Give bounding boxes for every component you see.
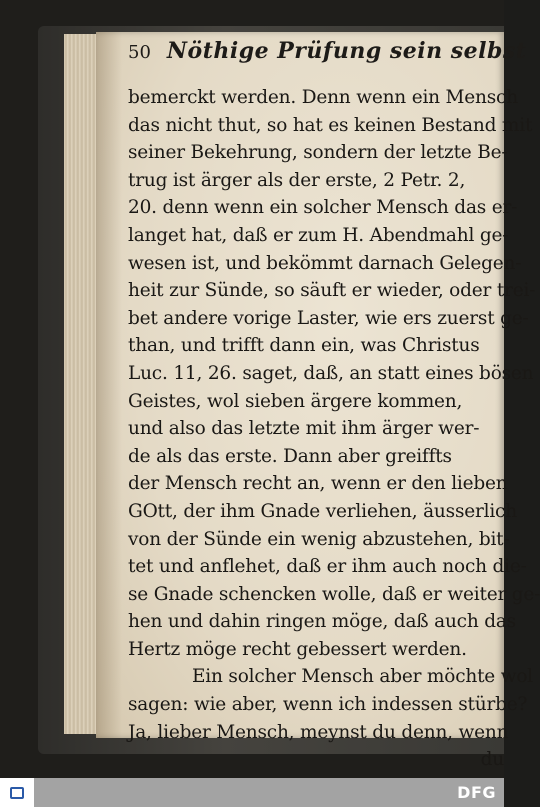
text-line: de als das erste. Dann aber greiffts xyxy=(128,445,452,467)
text-line: Geistes, wol sieben ärgere kommen, xyxy=(128,390,463,412)
text-line: GOtt, der ihm Gnade verliehen, äusserlich xyxy=(128,500,517,522)
text-line: du xyxy=(480,749,504,771)
text-line: wesen ist, und bekömmt darnach Gelegen- xyxy=(128,252,522,274)
text-line: von der Sünde ein wenig abzustehen, bit- xyxy=(128,528,510,550)
page-header xyxy=(128,38,527,72)
text-line: tet und anflehet, daß er ihm auch noch die- xyxy=(128,556,527,578)
text-line: se Gnade schencken wolle, daß er weiter ge- xyxy=(128,583,540,605)
library-logo-icon xyxy=(0,778,34,807)
running-title: Nöthige Prüfung sein selbst xyxy=(166,38,527,64)
dfg-label: DFG xyxy=(457,783,496,802)
text-line: der Mensch recht an, wenn er den lieben xyxy=(128,473,508,495)
text-line: bet andere vorige Laster, wie ers zuerst ge- xyxy=(128,307,529,329)
text-line: Luc. 11, 26. saget, daß, an statt eines bösen xyxy=(128,362,534,384)
logo-mark xyxy=(10,787,24,799)
text-line: langet hat, daß er zum H. Abendmahl ge- xyxy=(128,224,509,246)
text-line: trug ist ärger als der erste, 2 Petr. 2, xyxy=(128,169,466,191)
page-number: 50 xyxy=(128,42,151,63)
gutter-shadow xyxy=(96,32,122,738)
text-line: Hertz möge recht gebessert werden. xyxy=(128,638,467,660)
footer-bar xyxy=(34,778,504,807)
text-line: Ja, lieber Mensch, meynst du denn, wenn xyxy=(128,721,509,743)
text-line: Ein solcher Mensch aber möchte wol xyxy=(192,666,534,688)
page-body xyxy=(128,84,540,771)
text-line: und also das letzte mit ihm ärger wer- xyxy=(128,418,480,440)
text-line: das nicht thut, so hat es keinen Bestand mit xyxy=(128,114,533,136)
text-line: sagen: wie aber, wenn ich indessen stürbe? xyxy=(128,694,528,716)
text-line: 20. denn wenn ein solcher Mensch das er- xyxy=(128,197,518,219)
text-line: heit zur Sünde, so säuft er wieder, oder trei- xyxy=(128,280,536,302)
text-line: hen und dahin ringen möge, daß auch das xyxy=(128,611,516,633)
text-line: than, und trifft dann ein, was Christus xyxy=(128,335,480,357)
text-line: bemerckt werden. Denn wenn ein Mensch xyxy=(128,87,518,108)
text-line: seiner Bekehrung, sondern der letzte Be- xyxy=(128,142,508,164)
